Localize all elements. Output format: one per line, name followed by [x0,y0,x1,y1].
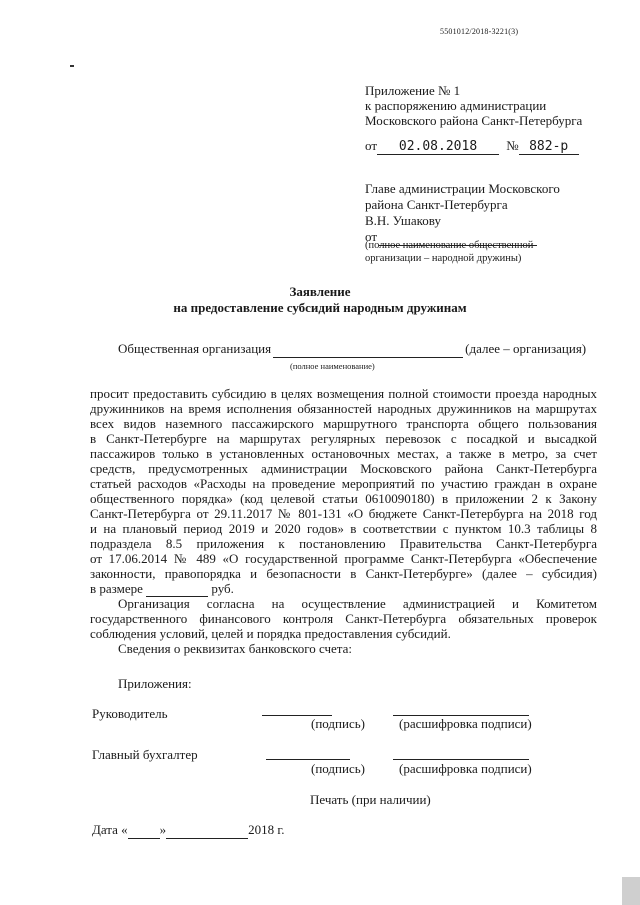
footer-date-prefix: Дата « [92,822,128,837]
amount-blank[interactable] [146,581,208,597]
head-label: Руководитель [92,706,168,721]
amount-prefix: в размере [90,581,143,596]
appendix-line-3: Московского района Санкт-Петербурга [365,113,583,128]
body-line: всех видов наземного пассажирского маршрутного транспорта общего пользования [90,416,597,431]
footer-date-line [92,822,285,839]
appendix-line-2: к распоряжению администрации [365,98,547,113]
document-code: 5501012/2018-3221(3) [440,27,519,36]
consent-paragraph [90,596,597,641]
body-line: средств, предусмотренных администрации Московского района Санкт-Петербурга [90,461,597,476]
accountant-sign-hint: (подпись) [311,761,365,776]
stamp-label: Печать (при наличии) [310,792,431,807]
accountant-signature-blank[interactable] [266,758,350,760]
body-line: от 17.06.2014 № 489 «О государственной программе Санкт-Петербурга «Обеспечение [90,551,597,566]
org-name-blank[interactable] [273,341,463,358]
note-line-1: (полное наименование общественной [365,240,534,251]
scan-edge-shadow [622,877,640,905]
order-date: 02.08.2018 [377,139,499,155]
head-sign-hint: (подпись) [311,716,365,731]
doc-title: Заявление [289,284,351,299]
bank-details-label: Сведения о реквизитах банковского счета: [118,641,353,656]
appendix-line-1: Приложение № 1 [365,83,461,98]
amount-line [90,581,597,596]
org-line [118,341,586,358]
head-decode-hint: (расшифровка подписи) [399,716,532,731]
addressee-line-3: В.Н. Ушакову [365,213,442,228]
accountant-decode-hint: (расшифровка подписи) [399,761,532,776]
org-name-note [365,239,533,265]
org-label: Общественная организация [118,341,272,356]
footer-day-blank[interactable] [128,822,160,839]
footer-date-mid: » [159,822,167,837]
from-label: от [365,229,378,244]
footer-year: 2018 г. [248,822,285,837]
body-line: дружинников на время исполнения обязанностей народных дружинников на маршрутах [90,401,597,416]
scan-speck [70,65,74,67]
accountant-decode-blank[interactable] [393,758,529,760]
body-line: и на плановый период 2019 и 2020 годов» в соответствии с пунктом 10.3 таблицы 8 [90,521,597,536]
footer-month-blank[interactable] [166,822,248,839]
body-line: в Санкт-Петербурге на маршрутах регулярных перевозок с посадкой и высадкой [90,431,597,446]
body-line: статьей расходов «Расходы на проведение мероприятий по участию граждан в охране [90,476,597,491]
request-paragraph [90,386,597,596]
body-line: общественного порядка» (код целевой статьи 0610090180) в приложении 2 к Закону [90,491,597,506]
addressee-line-2: района Санкт-Петербурга [365,197,508,212]
consent-line: государственного финансового контроля Санкт-Петербурга обязательных проверок [90,611,597,626]
order-date-line [365,138,579,155]
number-prefix: № [506,138,519,153]
order-number: 882-р [519,139,579,155]
note-line-2: организации – народной дружины) [365,253,522,264]
attachments-label: Приложения: [118,676,192,691]
body-line: пассажиров только в установленных остановочных местах, а также в метро, за счет [90,446,597,461]
addressee-block [365,181,560,246]
body-line: подраздела 8.5 приложения к постановлению Правительства Санкт-Петербурга [90,536,597,551]
doc-subtitle: на предоставление субсидий народным дружинам [173,300,467,315]
org-hint: (полное наименование) [290,361,375,371]
appendix-block [365,83,582,128]
consent-last-line: соблюдения условий, целей и порядка предоставления субсидий. [90,626,451,641]
amount-suffix: руб. [211,581,234,596]
body-line: просит предоставить субсидию в целях возмещения полной стоимости проезда народных [90,386,597,401]
body-line: Санкт-Петербурга от 29.11.2017 № 801-131 «О бюджете Санкт-Петербурга на 2018 год [90,506,597,521]
accountant-label: Главный бухгалтер [92,747,198,762]
addressee-line-1: Главе администрации Московского [365,181,560,196]
org-suffix: (далее – организация) [465,341,587,356]
date-prefix: от [365,138,378,153]
consent-line: Организация согласна на осуществление администрацией и Комитетом [118,596,597,611]
body-line: законности, правопорядка и безопасности в Санкт-Петербурге» (далее – субсидия) [90,566,597,581]
